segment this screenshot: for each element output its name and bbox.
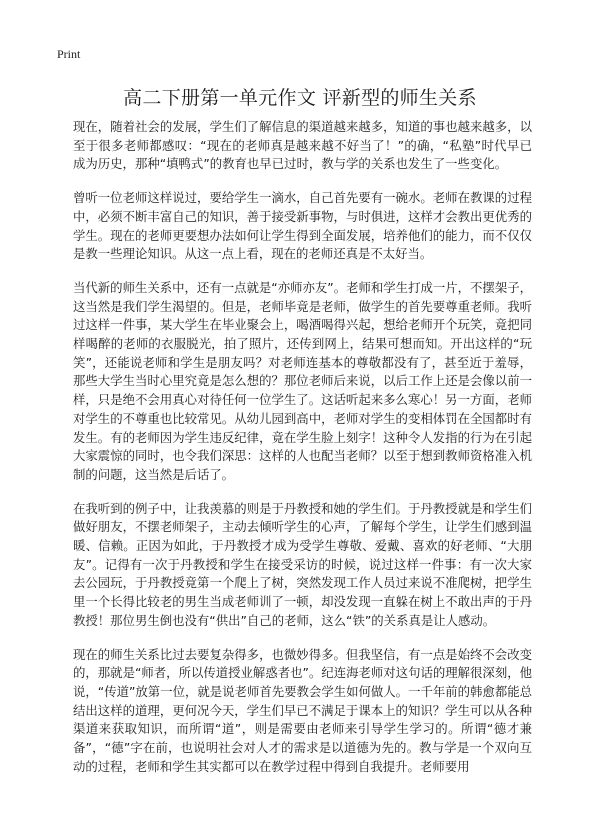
paragraph-4: 在我听到的例子中，让我羡慕的则是于丹教授和她的学生们。于丹教授就是和学生们做好朋友，不摆老师架子，主动去倾听学生的心声，了解每个学生，让学生们感到温暖、信赖。正因为如此，于丹教授才成为受学生尊敬、爱戴、喜欢的好老师、“大朋友”。记得有一次于丹教授和学生在接受采访的时候，说过这样一件事：有一次大家去公园玩，于丹教授竟第一个爬上了树，突然发现工作人员过来说不准爬树，把学生里一个长得比较老的男生当成老师训了一顿，却没发现一直躲在树上不敢出声的于丹教授！那位男生倒也没有“供出”自己的老师，这么“铁”的关系真是让人感动。 <box>73 500 532 628</box>
paragraph-2: 曾听一位老师这样说过，要给学生一滴水，自己首先要有一碗水。老师在教课的过程中，必须不断丰富自己的知识，善于接受新事物，与时俱进，这样才会教出更优秀的学生。现在的老师更要想办法如何让学生得到全面发展，培养他们的能力，而不仅仅是教一些理论知识。从这一点上看，现在的老师还真是不太好当。 <box>73 190 532 262</box>
paragraph-5: 现在的师生关系比过去要复杂得多，也微妙得多。但我坚信，有一点是始终不会改变的，那就是“师者，所以传道授业解惑者也”。纪连海老师对这句话的理解很深刻，他说，“传道”放第一位，就是说老师首先要教会学生如何做人。一千年前的韩愈都能总结出这样的道理，更何况今天，学生们早已不满足于课本上的知识？学生可以从各种渠道来获取知识，而所谓“道”，则是需要由老师来引导学生学习的。所谓“德才兼备”，“德”字在前，也说明社会对人才的需求是以道德为先的。教与学是一个双向互动的过程，老师和学生其实都可以在教学过程中得到自我提升。老师要用 <box>73 646 532 774</box>
document-title: 高二下册第一单元作文 评新型的师生关系 <box>123 87 477 109</box>
print-link[interactable]: Print <box>57 47 81 61</box>
paragraph-1: 现在，随着社会的发展，学生们了解信息的渠道越来越多，知道的事也越来越多，以至于很多老师都感叹：“现在的老师真是越来越不好当了！”的确，“私塾”时代早已成为历史，那种“填鸭式”的教育也早已过时，教与学的关系也发生了一些变化。 <box>73 119 532 172</box>
document-body <box>73 118 532 792</box>
paragraph-3: 当代新的师生关系中，还有一点就是“亦师亦友”。老师和学生打成一片，不摆架子，这当然是我们学生渴望的。但是，老师毕竟是老师，做学生的首先要尊重老师。我听过这样一件事，某大学生在毕业聚会上，喝酒喝得兴起，想给老师开个玩笑，竟把同样喝醉的老师的衣服脱光，拍了照片，还传到网上，结果可想而知。开出这样的“玩笑”，还能说老师和学生是朋友吗？对老师连基本的尊敬都没有了，甚至近于羞辱，那些大学生当时心里究竟是怎么想的？那位老师后来说，以后工作上还是会像以前一样，只是绝不会用真心对待任何一位学生了。这话听起来多么寒心！另一方面，老师对学生的不尊重也比较常见。从幼儿园到高中，老师对学生的变相体罚在全国都时有发生。有的老师因为学生违反纪律，竟在学生脸上刻字！这种令人发指的行为在引起大家震惊的同时，也令我们深思：这样的人也配当老师？以至于想到教师资格准入机制的问题，这当然是后话了。 <box>73 279 532 482</box>
